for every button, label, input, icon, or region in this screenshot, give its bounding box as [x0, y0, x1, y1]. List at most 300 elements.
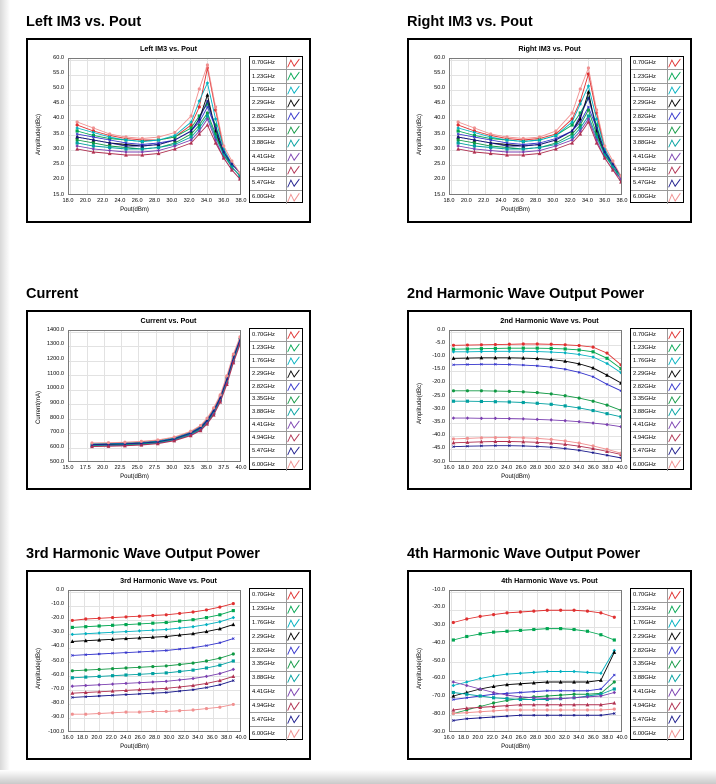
y-axis-tick-label: -50.0	[51, 657, 64, 664]
legend-item[interactable]	[250, 445, 302, 458]
y-axis-tick-label: 60.0	[53, 54, 64, 61]
legend-item[interactable]	[631, 406, 683, 419]
x-axis-tick-label: 36.0	[587, 735, 599, 741]
legend-item[interactable]	[250, 57, 302, 70]
legend-item[interactable]	[250, 191, 302, 204]
x-axis-tick-label: 36.0	[218, 198, 230, 204]
legend-color-swatch	[286, 57, 300, 69]
legend-color-swatch	[286, 394, 300, 406]
legend-item[interactable]	[631, 603, 683, 617]
x-axis-label: Pout(dBm)	[120, 474, 149, 480]
x-axis-tick-label: 20.0	[79, 198, 91, 204]
legend-item[interactable]	[250, 177, 302, 190]
legend-color-swatch	[667, 381, 681, 393]
legend-item[interactable]	[631, 84, 683, 97]
y-axis-tick-label: -80.0	[432, 710, 445, 717]
legend-item[interactable]	[250, 70, 302, 83]
chart-cell-3rd-harmonic	[0, 524, 358, 784]
legend-color-swatch	[667, 630, 681, 643]
y-axis-tick-label: -5.0	[435, 339, 445, 346]
legend-item-label: 5.47GHz	[633, 448, 656, 455]
x-axis-tick-label: 24.0	[501, 735, 513, 741]
legend-item[interactable]	[631, 137, 683, 150]
x-axis-tick-label: 20.0	[472, 735, 484, 741]
x-axis-tick-label: 20.0	[460, 198, 472, 204]
legend-item-label: 1.76GHz	[633, 357, 656, 364]
legend-item[interactable]	[250, 84, 302, 97]
legend-item[interactable]	[631, 97, 683, 110]
legend-item[interactable]	[250, 381, 302, 394]
legend-item-label: 4.94GHz	[252, 435, 275, 442]
legend-item[interactable]	[250, 672, 302, 686]
y-axis-tick-label: -20.0	[51, 614, 64, 621]
section-heading-left-im3: Left IM3 vs. Pout	[26, 14, 142, 30]
legend-color-swatch	[286, 672, 300, 685]
y-axis-tick-label: 15.0	[434, 191, 445, 198]
legend-color-swatch	[667, 445, 681, 457]
legend-item[interactable]	[250, 617, 302, 631]
legend-item[interactable]	[631, 355, 683, 368]
legend-item[interactable]	[631, 419, 683, 432]
y-axis-tick-label: 1200.0	[46, 355, 64, 362]
legend-item[interactable]	[631, 394, 683, 407]
chart-cell-right-im3	[358, 0, 716, 262]
x-axis-tick-label: 38.0	[602, 465, 614, 471]
legend-color-swatch	[667, 84, 681, 96]
x-axis-tick-label: 32.0	[177, 735, 189, 741]
chart-title: Right IM3 vs. Pout	[518, 44, 581, 53]
legend-item[interactable]	[631, 191, 683, 204]
legend-color-swatch	[286, 124, 300, 136]
y-axis-tick-label: -10.0	[432, 586, 445, 593]
x-axis-tick-label: 22.0	[105, 735, 117, 741]
legend-color-swatch	[667, 419, 681, 431]
legend-item[interactable]	[631, 57, 683, 70]
legend-item-label: 5.47GHz	[633, 180, 656, 187]
legend-color-swatch	[667, 97, 681, 109]
legend-color-swatch	[667, 644, 681, 657]
legend-color-swatch	[667, 589, 681, 602]
plot-area	[449, 58, 622, 195]
legend-item-label: 1.23GHz	[633, 73, 656, 80]
legend-item-label: 6.00GHz	[252, 731, 275, 738]
x-axis-tick-label: 26.0	[131, 198, 143, 204]
y-axis-label: Amplitude(dBc)	[417, 382, 423, 424]
legend-item[interactable]	[631, 124, 683, 137]
x-axis-tick-label: 15.0	[62, 465, 74, 471]
y-axis-tick-label: 900.0	[50, 399, 64, 406]
legend	[249, 588, 303, 740]
section-heading-current: Current	[26, 286, 79, 302]
legend-item-label: 0.70GHz	[633, 60, 656, 67]
x-axis-tick-label: 32.0	[558, 465, 570, 471]
legend-item-label: 1.76GHz	[633, 86, 656, 93]
y-axis-tick-label: -100.0	[48, 728, 64, 735]
x-axis-tick-label: 18.0	[457, 465, 469, 471]
chart-card-left-im3	[26, 38, 311, 223]
legend-item-label: 2.29GHz	[633, 100, 656, 107]
x-axis-tick-label: 30.0	[544, 465, 556, 471]
x-axis-tick-label: 30.0	[544, 735, 556, 741]
legend-item[interactable]	[631, 686, 683, 700]
plot-area	[68, 590, 241, 732]
legend-item[interactable]	[250, 432, 302, 445]
legend-color-swatch	[667, 164, 681, 176]
x-axis-tick-label: 34.0	[573, 465, 585, 471]
legend-color-swatch	[667, 658, 681, 671]
legend-item-label: 1.23GHz	[633, 344, 656, 351]
legend-item-label: 1.76GHz	[252, 357, 275, 364]
x-axis-tick-label: 16.0	[443, 465, 455, 471]
legend-color-swatch	[667, 355, 681, 367]
legend-color-swatch	[286, 368, 300, 380]
legend-color-swatch	[286, 658, 300, 671]
x-axis-tick-label: 32.5	[183, 465, 195, 471]
y-axis-tick-label: -45.0	[432, 445, 445, 452]
legend-item[interactable]	[250, 658, 302, 672]
legend-color-swatch	[286, 151, 300, 163]
y-axis-label: Amplitude(dBc)	[36, 647, 42, 689]
legend-color-swatch	[667, 406, 681, 418]
legend-item-label: 3.88GHz	[633, 140, 656, 147]
y-axis-label: Amplitude(dBc)	[417, 647, 423, 689]
legend-item[interactable]	[250, 124, 302, 137]
legend-item-label: 4.41GHz	[252, 153, 275, 160]
chart-card-current	[26, 310, 311, 490]
x-axis-tick-label: 34.0	[581, 198, 593, 204]
x-axis-tick-label: 28.0	[530, 198, 541, 204]
y-axis-tick-label: 500.0	[50, 458, 64, 465]
y-axis-tick-label: -15.0	[432, 366, 445, 373]
legend-item-label: 2.82GHz	[633, 647, 656, 654]
y-axis-tick-label: -90.0	[432, 728, 445, 735]
legend-color-swatch	[286, 329, 300, 341]
legend	[630, 56, 684, 203]
x-axis-tick-label: 36.0	[206, 735, 218, 741]
legend-item[interactable]	[631, 329, 683, 342]
series-layer	[69, 331, 240, 461]
chart-title: Left IM3 vs. Pout	[139, 44, 198, 53]
chart-cell-2nd-harmonic	[358, 262, 716, 524]
legend-item[interactable]	[631, 342, 683, 355]
x-axis-tick-label: 28.0	[149, 735, 160, 741]
legend-color-swatch	[667, 110, 681, 122]
x-axis-tick-label: 38.0	[602, 735, 614, 741]
legend-item-label: 1.23GHz	[252, 606, 275, 613]
legend-item-label: 2.82GHz	[633, 383, 656, 390]
legend-item-label: 3.88GHz	[252, 409, 275, 416]
legend-item[interactable]	[631, 432, 683, 445]
legend-item[interactable]	[631, 164, 683, 177]
legend-color-swatch	[667, 191, 681, 204]
legend-item-label: 4.94GHz	[633, 167, 656, 174]
legend-item[interactable]	[250, 151, 302, 164]
legend-item[interactable]	[250, 713, 302, 727]
legend-item[interactable]	[250, 110, 302, 123]
legend-item-label: 5.47GHz	[252, 716, 275, 723]
legend-color-swatch	[286, 445, 300, 457]
legend-color-swatch	[286, 70, 300, 82]
legend-item[interactable]	[250, 164, 302, 177]
x-axis-tick-label: 35.0	[200, 465, 212, 471]
legend	[249, 328, 303, 470]
y-axis-tick-label: 25.0	[434, 161, 445, 168]
legend-color-swatch	[667, 177, 681, 189]
x-axis-tick-label: 20.0	[97, 465, 109, 471]
legend-color-swatch	[667, 686, 681, 699]
legend-item[interactable]	[250, 394, 302, 407]
legend-item[interactable]	[631, 177, 683, 190]
x-axis-tick-label: 40.0	[616, 735, 628, 741]
y-axis-tick-label: -50.0	[432, 458, 445, 465]
x-axis-tick-label: 22.5	[114, 465, 126, 471]
legend-color-swatch	[286, 432, 300, 444]
legend-item[interactable]	[250, 97, 302, 110]
legend-item[interactable]	[631, 713, 683, 727]
legend-item-label: 2.29GHz	[633, 370, 656, 377]
legend-color-swatch	[286, 110, 300, 122]
legend-color-swatch	[286, 137, 300, 149]
series-layer	[69, 591, 240, 731]
legend-color-swatch	[667, 432, 681, 444]
legend-item-label: 3.35GHz	[633, 661, 656, 668]
legend-item-label: 2.29GHz	[252, 370, 275, 377]
y-axis-tick-label: 50.0	[53, 84, 64, 91]
legend-item[interactable]	[250, 368, 302, 381]
x-axis-tick-label: 34.0	[192, 735, 204, 741]
plot-area	[449, 330, 622, 462]
x-axis-tick-label: 27.5	[149, 465, 160, 471]
y-axis-tick-label: 20.0	[53, 176, 64, 183]
legend-item-label: 0.70GHz	[633, 592, 656, 599]
y-axis-tick-label: 40.0	[434, 115, 445, 122]
legend-item[interactable]	[631, 458, 683, 471]
x-axis-tick-label: 25.0	[131, 465, 143, 471]
legend-item-label: 0.70GHz	[252, 60, 275, 67]
legend-item[interactable]	[631, 727, 683, 741]
legend-color-swatch	[667, 713, 681, 726]
legend-item[interactable]	[631, 381, 683, 394]
x-axis-tick-label: 22.0	[486, 465, 498, 471]
legend-color-swatch	[286, 700, 300, 713]
section-heading-2nd-harmonic: 2nd Harmonic Wave Output Power	[407, 286, 645, 302]
x-axis-tick-label: 30.0	[163, 735, 175, 741]
x-axis-label: Pout(dBm)	[501, 744, 530, 750]
chart-card-right-im3	[407, 38, 692, 223]
legend-item-label: 5.47GHz	[633, 716, 656, 723]
x-axis-tick-label: 40.0	[616, 465, 628, 471]
legend-item-label: 6.00GHz	[633, 731, 656, 738]
chart-cell-4th-harmonic	[358, 524, 716, 784]
legend-item-label: 3.88GHz	[633, 675, 656, 682]
chart-title: 3rd Harmonic Wave vs. Pout	[120, 576, 217, 585]
y-axis-tick-label: 700.0	[50, 429, 64, 436]
legend-item[interactable]	[631, 617, 683, 631]
section-heading-right-im3: Right IM3 vs. Pout	[407, 14, 533, 30]
y-axis-tick-label: 800.0	[50, 414, 64, 421]
legend-item-label: 0.70GHz	[252, 331, 275, 338]
legend-item-label: 3.35GHz	[252, 661, 275, 668]
y-axis-tick-label: 20.0	[434, 176, 445, 183]
legend-item[interactable]	[631, 630, 683, 644]
y-axis-tick-label: -60.0	[51, 671, 64, 678]
legend-item[interactable]	[250, 644, 302, 658]
legend-item-label: 6.00GHz	[252, 461, 275, 468]
y-axis-label: Amplitude(dBc)	[417, 113, 423, 155]
y-axis-tick-label: 35.0	[434, 130, 445, 137]
y-axis-tick-label: 45.0	[53, 100, 64, 107]
legend-item-label: 2.29GHz	[252, 633, 275, 640]
legend-item[interactable]	[250, 329, 302, 342]
legend-color-swatch	[286, 589, 300, 602]
x-axis-label: Pout(dBm)	[501, 207, 530, 213]
legend-color-swatch	[286, 727, 300, 741]
legend-color-swatch	[286, 458, 300, 471]
legend-item-label: 1.76GHz	[633, 620, 656, 627]
legend-item[interactable]	[250, 727, 302, 741]
legend-color-swatch	[286, 342, 300, 354]
x-axis-tick-label: 20.0	[472, 465, 484, 471]
y-axis-tick-label: 30.0	[53, 145, 64, 152]
legend-item[interactable]	[250, 589, 302, 603]
y-axis-tick-label: 1000.0	[46, 385, 64, 392]
x-axis-tick-label: 40.0	[235, 465, 247, 471]
legend-item-label: 2.82GHz	[252, 647, 275, 654]
legend-item-label: 2.82GHz	[252, 383, 275, 390]
x-axis-tick-label: 24.0	[114, 198, 126, 204]
legend-color-swatch	[286, 191, 300, 204]
legend-item[interactable]	[631, 589, 683, 603]
chart-card-4th-harmonic	[407, 570, 692, 760]
legend-item[interactable]	[250, 355, 302, 368]
legend-item[interactable]	[631, 658, 683, 672]
x-axis-tick-label: 26.0	[134, 735, 146, 741]
x-axis-tick-label: 22.0	[478, 198, 490, 204]
legend-color-swatch	[286, 97, 300, 109]
x-axis-tick-label: 32.0	[564, 198, 576, 204]
chart-card-2nd-harmonic	[407, 310, 692, 490]
legend-item-label: 0.70GHz	[633, 331, 656, 338]
legend-color-swatch	[286, 419, 300, 431]
legend-item[interactable]	[631, 151, 683, 164]
x-axis-tick-label: 40.0	[235, 735, 247, 741]
x-axis-tick-label: 38.0	[235, 198, 247, 204]
legend-item[interactable]	[250, 406, 302, 419]
y-axis-tick-label: -80.0	[51, 700, 64, 707]
series-layer	[69, 59, 240, 194]
legend-item[interactable]	[250, 458, 302, 471]
x-axis-tick-label: 26.0	[515, 465, 527, 471]
plot-area	[449, 590, 622, 732]
legend-color-swatch	[667, 151, 681, 163]
chart-cell-left-im3	[0, 0, 358, 262]
legend-color-swatch	[667, 394, 681, 406]
y-axis-label: Current(mA)	[36, 390, 42, 424]
legend-color-swatch	[667, 672, 681, 685]
legend-color-swatch	[286, 686, 300, 699]
y-axis-tick-label: 15.0	[53, 191, 64, 198]
legend-item-label: 0.70GHz	[252, 592, 275, 599]
legend-item[interactable]	[631, 110, 683, 123]
x-axis-tick-label: 18.0	[457, 735, 469, 741]
y-axis-tick-label: 1100.0	[47, 370, 64, 377]
legend-item-label: 3.88GHz	[633, 409, 656, 416]
legend-item[interactable]	[631, 644, 683, 658]
x-axis-label: Pout(dBm)	[120, 207, 149, 213]
y-axis-tick-label: -30.0	[432, 622, 445, 628]
x-axis-tick-label: 17.5	[79, 465, 91, 471]
x-axis-tick-label: 38.0	[616, 198, 628, 204]
legend-item[interactable]	[250, 342, 302, 355]
legend-color-swatch	[667, 458, 681, 471]
legend-item[interactable]	[250, 603, 302, 617]
chart-title: Current vs. Pout	[140, 316, 197, 325]
legend-item-label: 4.41GHz	[633, 153, 656, 160]
x-axis-label: Pout(dBm)	[501, 474, 530, 480]
legend-item-label: 2.29GHz	[252, 100, 275, 107]
legend-item-label: 4.41GHz	[633, 422, 656, 429]
legend-item[interactable]	[250, 137, 302, 150]
x-axis-tick-label: 34.0	[200, 198, 212, 204]
legend-item-label: 3.35GHz	[633, 396, 656, 403]
legend-item[interactable]	[631, 445, 683, 458]
legend-item-label: 5.47GHz	[252, 180, 275, 187]
legend-item[interactable]	[631, 368, 683, 381]
legend	[249, 56, 303, 203]
legend-item-label: 6.00GHz	[633, 194, 656, 201]
chart-cell-current	[0, 262, 358, 524]
legend-item[interactable]	[250, 419, 302, 432]
y-axis-tick-label: -35.0	[432, 418, 445, 425]
x-axis-tick-label: 24.0	[501, 465, 513, 471]
plot-area	[68, 58, 241, 195]
legend-color-swatch	[667, 727, 681, 741]
legend-item[interactable]	[250, 630, 302, 644]
y-axis-tick-label: 55.0	[434, 69, 445, 76]
legend-item-label: 3.35GHz	[252, 396, 275, 403]
legend-item-label: 2.29GHz	[633, 633, 656, 640]
x-axis-tick-label: 16.0	[62, 735, 74, 741]
y-axis-tick-label: -40.0	[51, 643, 64, 650]
legend-item-label: 6.00GHz	[633, 461, 656, 468]
legend-item[interactable]	[250, 700, 302, 714]
y-axis-tick-label: 0.0	[56, 586, 64, 593]
x-axis-tick-label: 20.0	[91, 735, 103, 741]
legend-item[interactable]	[631, 672, 683, 686]
legend-color-swatch	[667, 57, 681, 69]
x-axis-tick-label: 30.0	[547, 198, 559, 204]
y-axis-tick-label: -20.0	[432, 604, 445, 611]
y-axis-tick-label: -40.0	[432, 432, 445, 439]
chart-card-3rd-harmonic	[26, 570, 311, 760]
y-axis-tick-label: 35.0	[53, 130, 64, 137]
legend-item[interactable]	[631, 70, 683, 83]
legend-item-label: 1.23GHz	[252, 73, 275, 80]
x-axis-tick-label: 22.0	[486, 735, 498, 741]
y-axis-tick-label: -90.0	[51, 714, 64, 721]
x-axis-tick-label: 26.0	[515, 735, 527, 741]
legend-item-label: 4.94GHz	[633, 435, 656, 442]
legend-color-swatch	[286, 381, 300, 393]
series-layer	[450, 331, 621, 461]
plot-area	[68, 330, 241, 462]
legend-color-swatch	[286, 84, 300, 96]
legend-item[interactable]	[631, 700, 683, 714]
series-layer	[450, 59, 621, 194]
legend-item[interactable]	[250, 686, 302, 700]
y-axis-tick-label: 25.0	[53, 161, 64, 168]
legend-item-label: 3.88GHz	[252, 140, 275, 147]
